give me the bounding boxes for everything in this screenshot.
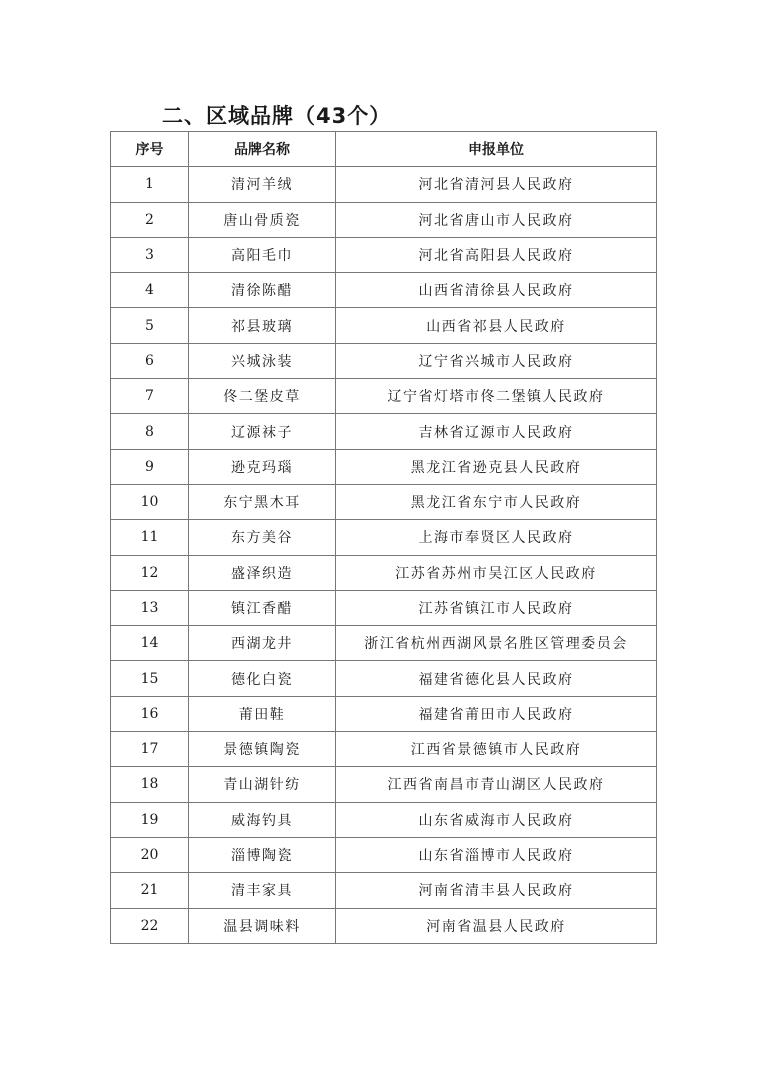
cell-index: 13 [111, 590, 189, 625]
cell-index: 9 [111, 449, 189, 484]
table-row [111, 202, 657, 237]
cell-applicant: 江西省南昌市青山湖区人民政府 [336, 767, 657, 802]
cell-index: 6 [111, 343, 189, 378]
cell-applicant: 福建省德化县人民政府 [336, 661, 657, 696]
cell-brand-name: 清徐陈醋 [189, 273, 336, 308]
cell-brand-name: 青山湖针纺 [189, 767, 336, 802]
cell-applicant: 辽宁省灯塔市佟二堡镇人民政府 [336, 379, 657, 414]
cell-applicant: 辽宁省兴城市人民政府 [336, 343, 657, 378]
cell-applicant: 河南省温县人民政府 [336, 908, 657, 943]
cell-applicant: 河北省高阳县人民政府 [336, 237, 657, 272]
cell-applicant: 黑龙江省逊克县人民政府 [336, 449, 657, 484]
table-row [111, 484, 657, 519]
cell-brand-name: 莆田鞋 [189, 696, 336, 731]
cell-index: 17 [111, 732, 189, 767]
cell-index: 18 [111, 767, 189, 802]
cell-index: 22 [111, 908, 189, 943]
cell-index: 2 [111, 202, 189, 237]
cell-index: 16 [111, 696, 189, 731]
cell-brand-name: 佟二堡皮草 [189, 379, 336, 414]
table-row [111, 837, 657, 872]
cell-brand-name: 高阳毛巾 [189, 237, 336, 272]
cell-applicant: 江苏省苏州市吴江区人民政府 [336, 555, 657, 590]
table-row [111, 873, 657, 908]
cell-applicant: 浙江省杭州西湖风景名胜区管理委员会 [336, 626, 657, 661]
cell-index: 19 [111, 802, 189, 837]
cell-brand-name: 唐山骨质瓷 [189, 202, 336, 237]
table-row [111, 414, 657, 449]
cell-index: 5 [111, 308, 189, 343]
cell-applicant: 江西省景德镇市人民政府 [336, 732, 657, 767]
cell-brand-name: 兴城泳装 [189, 343, 336, 378]
cell-applicant: 上海市奉贤区人民政府 [336, 520, 657, 555]
cell-index: 4 [111, 273, 189, 308]
cell-index: 15 [111, 661, 189, 696]
table-row [111, 343, 657, 378]
table-row [111, 590, 657, 625]
regional-brands-table [110, 131, 657, 944]
table-row [111, 379, 657, 414]
cell-applicant: 河南省清丰县人民政府 [336, 873, 657, 908]
table-row [111, 732, 657, 767]
cell-brand-name: 威海钓具 [189, 802, 336, 837]
cell-brand-name: 西湖龙井 [189, 626, 336, 661]
cell-applicant: 山东省淄博市人民政府 [336, 837, 657, 872]
cell-brand-name: 盛泽织造 [189, 555, 336, 590]
cell-brand-name: 镇江香醋 [189, 590, 336, 625]
cell-index: 8 [111, 414, 189, 449]
table-row [111, 555, 657, 590]
cell-brand-name: 清河羊绒 [189, 167, 336, 202]
cell-applicant: 山西省清徐县人民政府 [336, 273, 657, 308]
cell-applicant: 黑龙江省东宁市人民政府 [336, 484, 657, 519]
cell-index: 21 [111, 873, 189, 908]
cell-index: 12 [111, 555, 189, 590]
cell-applicant: 山东省威海市人民政府 [336, 802, 657, 837]
cell-applicant: 江苏省镇江市人民政府 [336, 590, 657, 625]
table-row [111, 767, 657, 802]
table-row [111, 167, 657, 202]
table-body [111, 167, 657, 944]
cell-index: 1 [111, 167, 189, 202]
cell-brand-name: 东方美谷 [189, 520, 336, 555]
table-row [111, 661, 657, 696]
cell-brand-name: 德化白瓷 [189, 661, 336, 696]
table-row [111, 908, 657, 943]
table-row [111, 273, 657, 308]
cell-index: 14 [111, 626, 189, 661]
cell-index: 7 [111, 379, 189, 414]
cell-brand-name: 淄博陶瓷 [189, 837, 336, 872]
table-row [111, 696, 657, 731]
table-row [111, 308, 657, 343]
table-row [111, 237, 657, 272]
header-applicant: 申报单位 [336, 132, 657, 167]
cell-applicant: 河北省清河县人民政府 [336, 167, 657, 202]
section-heading: 二、区域品牌（43个） [162, 104, 392, 128]
cell-brand-name: 温县调味料 [189, 908, 336, 943]
cell-index: 20 [111, 837, 189, 872]
cell-applicant: 福建省莆田市人民政府 [336, 696, 657, 731]
table-row [111, 449, 657, 484]
cell-brand-name: 景德镇陶瓷 [189, 732, 336, 767]
cell-brand-name: 清丰家具 [189, 873, 336, 908]
cell-applicant: 吉林省辽源市人民政府 [336, 414, 657, 449]
table-row [111, 802, 657, 837]
cell-applicant: 河北省唐山市人民政府 [336, 202, 657, 237]
cell-index: 3 [111, 237, 189, 272]
header-index: 序号 [111, 132, 189, 167]
cell-brand-name: 祁县玻璃 [189, 308, 336, 343]
cell-index: 10 [111, 484, 189, 519]
cell-brand-name: 逊克玛瑙 [189, 449, 336, 484]
header-brand-name: 品牌名称 [189, 132, 336, 167]
table-row [111, 520, 657, 555]
cell-index: 11 [111, 520, 189, 555]
cell-brand-name: 东宁黑木耳 [189, 484, 336, 519]
table-row [111, 626, 657, 661]
cell-applicant: 山西省祁县人民政府 [336, 308, 657, 343]
cell-brand-name: 辽源袜子 [189, 414, 336, 449]
table-header-row [111, 132, 657, 167]
